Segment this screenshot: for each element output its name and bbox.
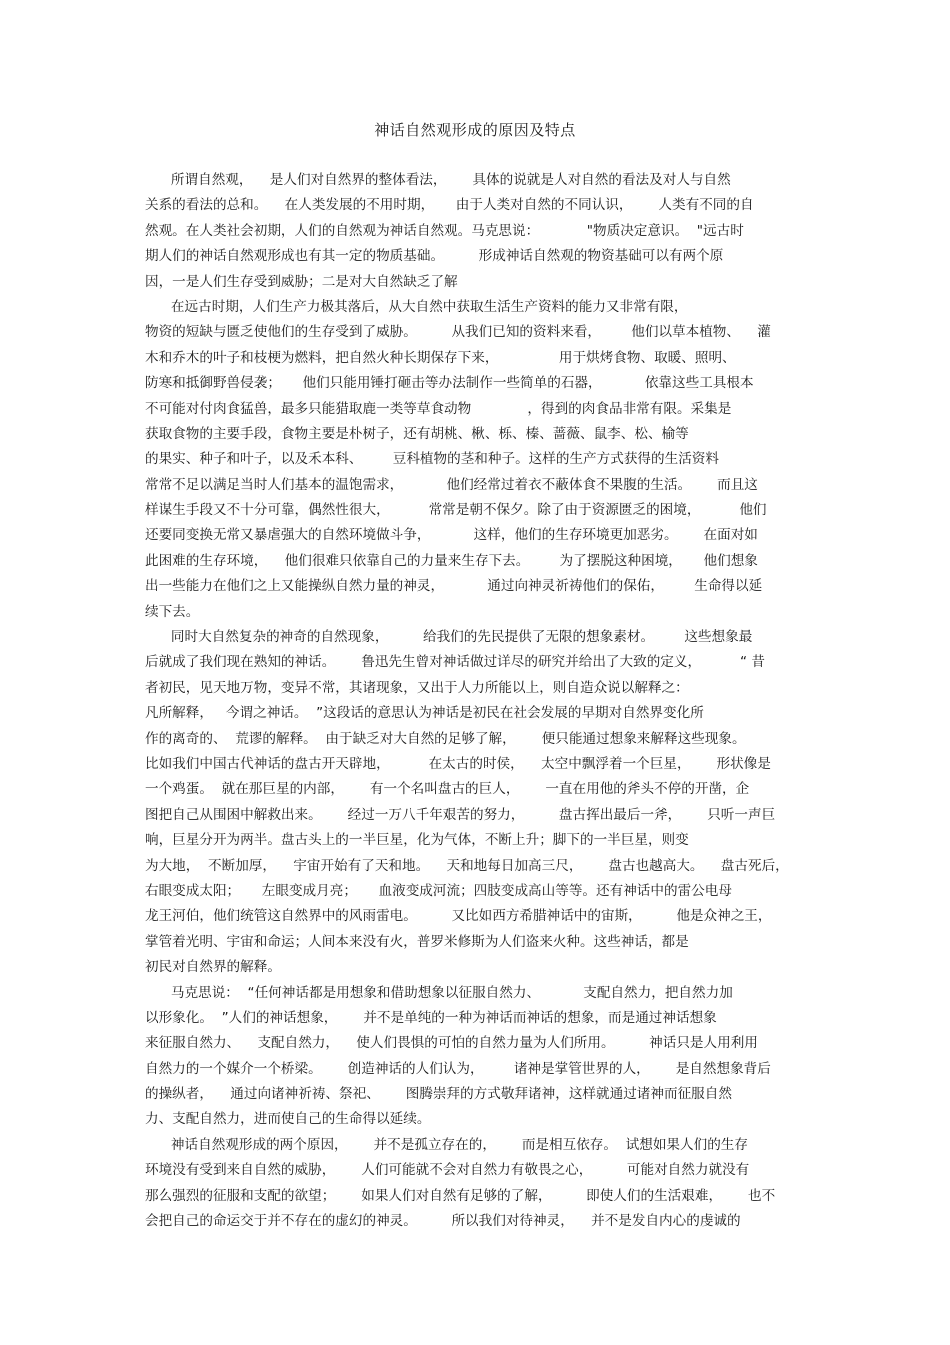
text-line: 还要同变换无常又暴虐强大的自然环境做斗争， 这样，他们的生存环境更加恶劣。 在面对如	[145, 527, 758, 544]
text-line: 此困难的生存环境， 他们很难只依靠自己的力量来生存下去。 为了摆脱这种困境， 他们想象	[145, 552, 758, 569]
text-line: 自然力的一个媒介一个桥梁。 创造神话的人们认为， 诸神是掌管世界的人， 是自然想象背后	[145, 1060, 771, 1077]
text-line: 同时大自然复杂的神奇的自然现象， 给我们的先民提供了无限的想象素材。 这些想象最	[145, 629, 753, 646]
text-line: 环境没有受到来自自然的威胁， 人们可能就不会对自然力有敬畏之心， 可能对自然力就没有	[145, 1162, 750, 1179]
text-line: 响，巨星分开为两半。盘古头上的一半巨星，化为气体，不断上升；脚下的一半巨星，则变	[145, 832, 689, 849]
text-line: 以形象化。 ”人们的神话想象， 并不是单纯的一种为神话而神话的想象，而是通过神话想象	[145, 1009, 717, 1026]
text-line: 期人们的神话自然观形成也有其一定的物质基础。 形成神话自然观的物资基础可以有两个原	[145, 248, 724, 265]
text-line: 作的离奇的、 荒谬的解释。 由于缺乏对大自然的足够了解， 便只能通过想象来解释这些现象。	[145, 730, 746, 747]
text-line: 为大地， 不断加厚， 宇宙开始有了天和地。 天和地每日加高三尺， 盘古也越高大。 盘古死后，	[145, 857, 789, 874]
text-line: 凡所解释， 今谓之神话。 ”这段话的意思认为神话是初民在社会发展的早期对自然界变化所	[145, 705, 704, 722]
text-line: 马克思说： “任何神话都是用想象和借助想象以征服自然力、 支配自然力，把自然力加	[145, 984, 733, 1001]
text-line: 因，一是人们生存受到威胁；二是对大自然缺乏了解	[145, 273, 458, 290]
text-line: 那么强烈的征服和支配的欲望； 如果人们对自然有足够的了解， 即使人们的生活艰难， 也不	[145, 1187, 776, 1204]
text-line: 力、支配自然力，进而使自己的生命得以延续。	[145, 1111, 431, 1128]
text-line: 样谋生手段又不十分可靠，偶然性很大， 常常是朝不保夕。除了由于资源匮乏的困境， 他们	[145, 502, 767, 519]
text-line: 防寒和抵御野兽侵袭； 他们只能用锤打砸击等办法制作一些简单的石器， 依靠这些工具根本	[145, 375, 754, 392]
text-line: 在远古时期，人们生产力极其落后，从大自然中获取生活生产资料的能力又非常有限，	[145, 298, 688, 315]
text-line: 的操纵者， 通过向诸神祈祷、祭祀、 图腾崇拜的方式敬拜诸神，这样就通过诸神而征服自然	[145, 1086, 732, 1103]
text-line: 续下去。	[145, 603, 200, 620]
text-line: 会把自己的命运交于并不存在的虚幻的神灵。 所以我们对待神灵， 并不是发自内心的虔诚的	[145, 1213, 741, 1230]
text-line: 掌管着光明、宇宙和命运；人间本来没有火，普罗米修斯为人们盗来火种。这些神话，都是	[145, 933, 689, 950]
document-body	[145, 168, 815, 1234]
text-line: 木和乔木的叶子和枝梗为燃料，把自然火种长期保存下来， 用于烘烤食物、取暖、照明、	[145, 349, 736, 366]
text-line: 龙王河伯，他们统管这自然界中的风雨雷电。 又比如西方希腊神话中的宙斯， 他是众神之王，	[145, 908, 772, 925]
text-line: 一个鸡蛋。 就在那巨星的内部， 有一个名叫盘古的巨人， 一直在用他的斧头不停的开凿，企	[145, 781, 750, 798]
text-line: 出一些能力在他们之上又能操纵自然力量的神灵， 通过向神灵祈祷他们的保佑， 生命得以延	[145, 578, 763, 595]
text-line: 然观。在人类社会初期，人们的自然观为神话自然观。马克思说： "物质决定意识。 "远古时	[145, 222, 744, 239]
text-line: 所谓自然观， 是人们对自然界的整体看法， 具体的说就是人对自然的看法及对人与自然	[145, 172, 731, 188]
text-line: 后就成了我们现在熟知的神话。 鲁迅先生曾对神话做过详尽的研究并给出了大致的定义， “ 昔	[145, 654, 765, 671]
document-title: 神话自然观形成的原因及特点	[374, 121, 576, 139]
text-line: 者初民，见天地万物，变异不常，其诸现象，又出于人力所能以上，则自造众说以解释之：	[145, 679, 689, 696]
text-line: 初民对自然界的解释。	[145, 959, 281, 976]
text-line: 神话自然观形成的两个原因， 并不是孤立存在的， 而是相互依存。 试想如果人们的生存	[145, 1136, 748, 1153]
text-line: 常常不足以满足当时人们基本的温饱需求， 他们经常过着衣不蔽体食不果腹的生活。 而且这	[145, 476, 758, 493]
text-line: 不可能对付肉食猛兽，最多只能猎取鹿一类等草食动物 ，得到的肉食品非常有限。采集是	[145, 400, 732, 417]
text-line: 图把自己从围困中解救出来。 经过一万八千年艰苦的努力， 盘古挥出最后一斧， 只听一声巨	[145, 806, 776, 823]
text-line: 获取食物的主要手段，食物主要是朴树子，还有胡桃、楸、栎、榛、蔷薇、鼠李、松、榆等	[145, 425, 689, 442]
text-line: 物资的短缺与匮乏使他们的生存受到了威胁。 从我们已知的资料来看， 他们以草本植物、 灌	[145, 324, 771, 341]
text-line: 右眼变成太阳； 左眼变成月亮； 血液变成河流；四肢变成高山等等。还有神话中的雷公电母	[145, 882, 732, 899]
text-line: 关系的看法的总和。 在人类发展的不用时期， 由于人类对自然的不同认识， 人类有不同的自	[145, 197, 754, 214]
text-line: 的果实、种子和叶子，以及禾本科、 豆科植物的茎和种子。这样的生产方式获得的生活资料	[145, 451, 719, 468]
text-line: 来征服自然力、 支配自然力， 使人们畏惧的可怕的自然力量为人们所用。 神话只是人用利用	[145, 1035, 758, 1052]
text-line: 比如我们中国古代神话的盘古开天辟地， 在太古的时侯， 太空中飘浮着一个巨星， 形状像是	[145, 755, 771, 772]
